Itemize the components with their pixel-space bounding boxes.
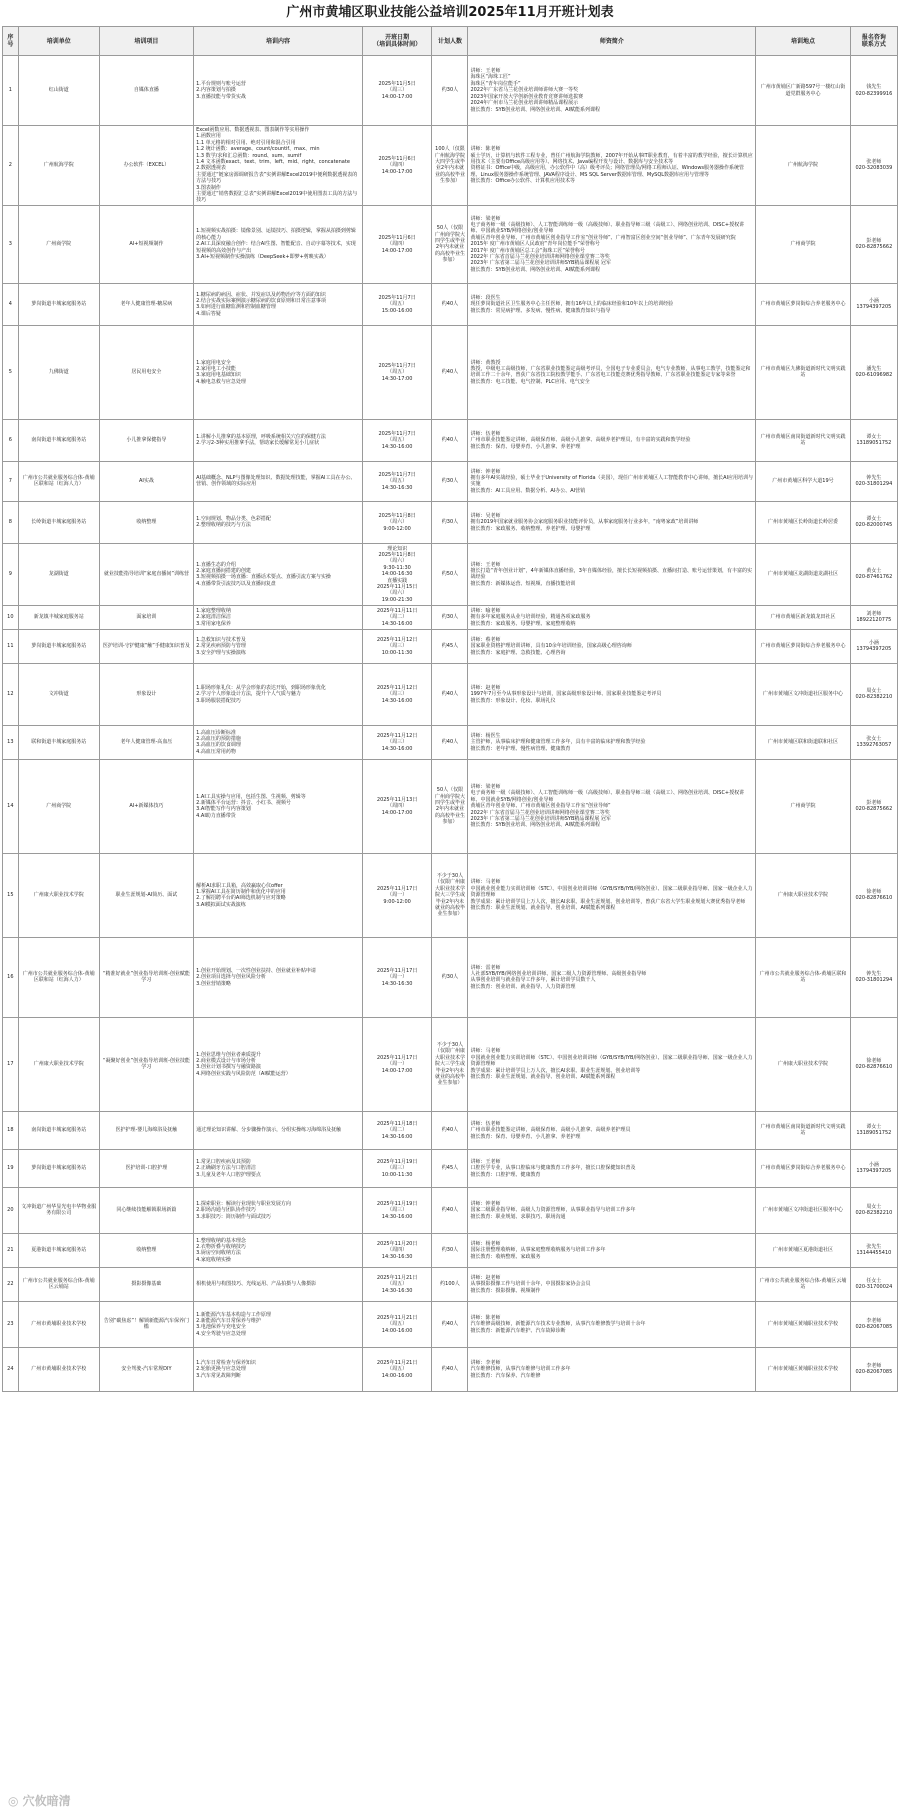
cell-place: 广州市黄埔区萝岗街综合养老服务中心 [756,283,850,325]
table-row [3,853,898,937]
cell-date: 2025年11月5日 （周三） 14:00-17:00 [362,56,432,126]
cell-content: 1.创业开始规划、一次性创业扶持、创业就业补贴申请 2.创业项目选择与创业风险分析 3.创业营销策略 [194,937,363,1017]
table-row [3,1301,898,1347]
table-row [3,501,898,543]
cell-unit: 广州市黄埔职业技术学校 [18,1347,99,1391]
cell-place: 广州市黄埔区萝岗街综合养老服务中心 [756,1149,850,1187]
cell-no: 21 [3,1233,19,1267]
cell-date: 2025年11月21日 （周五） 14:30-16:30 [362,1267,432,1301]
cell-content: 1.家庭用电安全 2.家用电工小技能 3.家庭用电基础知识 4.触电急救与应急处理 [194,325,363,419]
cell-no: 6 [3,419,19,461]
header-content: 培训内容 [194,27,363,56]
cell-contact: 谭女士 13189051752 [850,1111,897,1149]
cell-teacher: 讲师：陈老师 硕士学历，计算机与软件工程专业，曾任广州航海学院教师，2007年开始从事IT职业教育，有着丰富的教学经验，擅长计算机应用技术（主要有Office高级应用等）、网络技术、Java编程开发与设计、数据库与安全技术等 资格证书：Office中级，高级应用，办公软件中（高）级考评员；网络管理员/网络工程师认证、Windows服务器操作系统管理、Linux服务器操作系统管理、JAVA程序设计、MS SQL Server数据库管理、MySQL数据库应用与管理等 擅长教育：Office办公软件、计算机应用技术等 [468,126,756,206]
cell-project: AI+短视频制作 [99,205,193,283]
cell-content: 1.急救知识与技术普及 2.常见疾病预防与管理 3.安全护理与实操演练 [194,629,363,663]
cell-contact: 张老师 020-32083039 [850,126,897,206]
watermark-logo: ◎ 穴攸暗清 [8,1794,71,1808]
cell-place: 广州市黄埔区科学大道19号 [756,461,850,501]
cell-contact: 李老师 020-82067085 [850,1347,897,1391]
cell-date: 2025年11月11日 （周二） 14:30-16:00 [362,605,432,629]
cell-project: 收纳整理 [99,1233,193,1267]
cell-contact: 周女士 020-82382210 [850,663,897,725]
cell-date: 2025年11月6日 （周四） 14:00-17:00 [362,205,432,283]
cell-project: 自媒体直播 [99,56,193,126]
header-contact: 报名咨询 联系方式 [850,27,897,56]
cell-count: 约45人 [432,1149,468,1187]
cell-project: 医护护理-婴儿海绵浴及抚触 [99,1111,193,1149]
cell-contact: 彭老师 020-82875662 [850,205,897,283]
cell-count: 约45人 [432,629,468,663]
cell-content: 1.直播生态的介绍 2.家庭直播间搭建的创建 3.短视频拍摄一场直播：直播话术要点、直播引流方案与实操 4.直播带货引流技巧以及直播间复盘 [194,543,363,605]
cell-teacher: 讲师：马老师 中国就业创业能力实训培训师（STC）、中国创业培训讲师（GYB/SYB/IYB/网络创业）、国家二级职业指导师、国家一级企业人力资源管理师 教学成果：累计培训学员上万人次，擅长AI求职、职业生涯规划、创业培训等，曾获广东省大学生职业规划大赛优秀指导老师 擅长教育：职业生涯规划、就业指导、创业培训、AI赋能系列课程 [468,853,756,937]
cell-project: 职业生涯规划-AI简历、面试 [99,853,193,937]
cell-place: 广州市黄埔区联和街道联和社区 [756,725,850,759]
cell-content: 1.职场形象礼仪：从学会形象的表达开始，到职场形象优化 2.学习个人形象设计方法，提升个人气质与魅力 3.职场服装搭配技巧 [194,663,363,725]
table-row [3,126,898,206]
cell-no: 9 [3,543,19,605]
cell-unit: 南岗街道丰城家庭服务站 [18,419,99,461]
cell-contact: 小涵 13794397205 [850,283,897,325]
cell-unit: 广州康大职业技术学院 [18,1017,99,1111]
cell-place: 广州市黄埔区黄埔职业技术学校 [756,1347,850,1391]
table-row [3,629,898,663]
cell-place: 广州市黄埔区南岗街道新时代文明实践站 [756,419,850,461]
cell-place: 广州市黄埔区夏港街道社区 [756,1233,850,1267]
cell-project: 形象设计 [99,663,193,725]
cell-contact: 黄女士 020-87461762 [850,543,897,605]
table-row [3,1111,898,1149]
cell-project: 摄影摄像基础 [99,1267,193,1301]
cell-teacher: 讲师：黄教授 教授，中级电工高级技师，广东省职业技能鉴定高级考评员，全国电子专业委员会，电气专业教师，从事电工教学，技能鉴定和培训工作二十余年，曾获广东省技工院校教学能手、广东省电工技能竞赛优秀指导教师、广东省职业技能鉴定专家等荣誉 擅长教育：电工技能、电气控制、PLC应用、电气安全 [468,325,756,419]
page-title: 广州市黄埔区职业技能公益培训2025年11月开班计划表 [286,5,614,20]
cell-teacher: 讲师：王老师 海珠区“海珠工匠” 海珠区“青年岗位能手” 2022年广东省马兰花创业培训师讲师大赛一等奖 2023年国家开放大学创新创业教育竞赛讲师选拔赛 2024年广州市马兰花创业培训讲师精品课程展示 擅长教育：SYB创业培训、网络创业培训、AI赋能系列课程 [468,56,756,126]
cell-no: 24 [3,1347,19,1391]
cell-unit: 联和街道丰城家庭服务站 [18,725,99,759]
cell-date: 理论知识 2025年11月8日 （周六） 9:30-11:30 14:00-16:30 直播实践 2025年11月15日 （周六） 19:00-21:30 [362,543,432,605]
cell-date: 2025年11月20日 （周四） 14:30-16:30 [362,1233,432,1267]
table-row [3,1233,898,1267]
cell-contact: 张先生 13144455410 [850,1233,897,1267]
cell-content: AI基础概念、NLP与图像处理知识、数据处理技能，掌握AI工具在办公、营销、创作领域的实际应用 [194,461,363,501]
cell-teacher: 讲师：马老师 中国就业创业能力实训培训师（STC）、中国创业培训讲师（GYB/SYB/IYB/网络创业）、国家二级职业指导师、国家一级企业人力资源管理师 教学成果：累计培训学员上万人次，擅长AI求职、职业生涯规划、创业培训等 擅长教育：职业生涯规划、就业指导、创业培训、AI赋能系列课程 [468,1017,756,1111]
cell-project: “精准好就业”创业指导培训班-创业赋能学习 [99,937,193,1017]
cell-place: 广州市黄埔区龙湖街道龙湖社区 [756,543,850,605]
table-row [3,1187,898,1233]
table-header-row [3,27,898,56]
cell-unit: 萝岗街道丰城家庭服务站 [18,1149,99,1187]
cell-teacher: 讲师：李老师 汽车维修技师，从事汽车维修与培训工作多年 擅长教育：汽车保养、汽车维修 [468,1347,756,1391]
cell-count: 50人（仅限广州商学院大四学生或毕业2年内未就业的高校毕业生参加） [432,205,468,283]
cell-contact: 钟先生 020-31801294 [850,461,897,501]
cell-date: 2025年11月19日 （周三） 14:30-16:00 [362,1187,432,1233]
table-row [3,283,898,325]
cell-place: 广州市黄埔区文冲街道社区服务中心 [756,663,850,725]
cell-count: 约30人 [432,461,468,501]
cell-contact: 小涵 13794397205 [850,1149,897,1187]
header-project: 培训项目 [99,27,193,56]
cell-no: 13 [3,725,19,759]
table-row [3,937,898,1017]
cell-teacher: 讲师：钟老师 拥有多年AI实战经验，硕士毕业于University of Florida（美国），现任广州市黄埔区人工智能教育中心讲师，擅长AI应用培训与实施 擅长教育：AI工具应用、数据分析、AI办公、AI营销 [468,461,756,501]
cell-unit: 广州市公共就业服务综合体-黄埔区云埔站 [18,1267,99,1301]
cell-content: Excel函数应用、数据透视表、图表制作等实用操作 1.函数应用 1.1 单元格的相对引用、绝对引用和混合引用 1.2 统计函数：average、count/countif、max、min 1.3 数学/求和汇总函数：round、sum、sumif 1.4 文本函数exact、text、trim、left、mid、right、concatenate 2.数据透视表 主要通过“链家房源调研报告表”实例讲解Excel2019中便利数据透视表的方法与技巧 3.图表制作 主要通过“销售数据汇总表”实例讲解Excel2019中使用图表工具的方法与技巧 [194,126,363,206]
cell-count: 约30人 [432,605,468,629]
cell-count: 约40人 [432,325,468,419]
training-schedule-table [2,26,898,1392]
cell-content: 1.整理收纳的基本理念 2.衣物折叠与收纳技巧 3.厨房空间收纳方法 4.家庭收纳实操 [194,1233,363,1267]
cell-project: 告别“碳焦虑”！解锁新能源汽车保养门槛 [99,1301,193,1347]
cell-place: 广州商学院 [756,759,850,853]
cell-no: 7 [3,461,19,501]
table-row [3,543,898,605]
cell-count: 约30人 [432,1233,468,1267]
cell-project: 老年人健康管理-糖尿病 [99,283,193,325]
cell-project: 就业技能指导培训“家庭直播间”训练营 [99,543,193,605]
cell-date: 2025年11月7日 （周五） 14:30-16:00 [362,419,432,461]
table-row [3,325,898,419]
cell-count: 约30人 [432,501,468,543]
cell-teacher: 讲师：王老师 口腔医学专业，从事口腔临床与健康教育工作多年，擅长口腔保健知识普及 擅长教育：口腔护理、健康教育 [468,1149,756,1187]
cell-place: 广州商学院 [756,205,850,283]
cell-teacher: 讲师：杨医生 主管护师，从事临床护理和健康管理工作多年，具有丰富的临床护理和教学经验 擅长教育：老年护理、慢性病管理、健康教育 [468,725,756,759]
cell-count: 约100人 [432,1267,468,1301]
table-row [3,725,898,759]
cell-unit: 夏港街道丰城家庭服务站 [18,1233,99,1267]
cell-unit: 文冲街道 [18,663,99,725]
cell-unit: 广州商学院 [18,205,99,283]
cell-teacher: 讲师：杨老师 国际注册整理收纳师，从事家庭整理收纳服务与培训工作多年 擅长教育：收纳整理、家政服务 [468,1233,756,1267]
cell-count: 约40人 [432,725,468,759]
cell-no: 4 [3,283,19,325]
cell-count: 不少于30人（仅限广州康大职业技术学院大三学生或毕业2年内未就业的高校毕业生参加） [432,1017,468,1111]
cell-content: 1.高血压诊断标准 2.高血压的预防措施 3.高血压的饮食调理 4.高血压常用药物 [194,725,363,759]
cell-place: 广州市黄埔区新龙镇龙田社区 [756,605,850,629]
cell-content: 1.糖尿病的病因、症状、并发症以及药物治疗等方面的知识 2.结合实战实际案例演示糖尿病的饮食原则和日常注意事项 3.如何进行血糖监测和控制血糖管理 4.课后答疑 [194,283,363,325]
cell-place: 广州市黄埔区广新路597号一楼红山街道党群服务中心 [756,56,850,126]
cell-no: 10 [3,605,19,629]
cell-project: 安全驾驶-汽车常规DIY [99,1347,193,1391]
cell-place: 广州市黄埔区黄埔职业技术学校 [756,1301,850,1347]
cell-date: 2025年11月19日 （周三） 10:00-11:30 [362,1149,432,1187]
cell-date: 2025年11月12日 （周三） 10:00-11:30 [362,629,432,663]
cell-no: 18 [3,1111,19,1149]
cell-no: 22 [3,1267,19,1301]
cell-project: 面家培训 [99,605,193,629]
cell-unit: 广州市公共就业服务综合体-黄埔区联和站（红海人力） [18,461,99,501]
cell-content: 1.AI工具实操与应用，包括生图、生视频、剪辑等 2.新媒体平台运营：抖音、小红书、视频号 3.AI智能写作与内容策划 4.AI助力直播带货 [194,759,363,853]
cell-no: 8 [3,501,19,543]
cell-no: 1 [3,56,19,126]
header-date: 开班日期 （培训具体时间） [362,27,432,56]
cell-date: 2025年11月7日 （周五） 14:30-16:30 [362,461,432,501]
cell-contact: 谭女士 13189051752 [850,419,897,461]
cell-date: 2025年11月12日 （周三） 14:30-16:00 [362,663,432,725]
cell-project: AI实战 [99,461,193,501]
cell-teacher: 讲师：梁老师 电子商务师一级（高级技师）、人工智能训练师一级（高级技师）、职业指导师三级（高级工）、网络创业培训、DISC+授权讲师、中国就业SYB/网络创业/创业导师 黄埔区青年创业导师、广州市黄埔区创业指导工作室“创业导师”、广州智富区创业空间“创业导师”、广东青年发展研究院 2015年 度广州市黄埔区人民政府“青年岗位能手”荣誉称号 2017年 度广州市黄埔区总工会“海珠工匠”荣誉称号 2022年 广东省首届马兰花创业培训讲师网络创业课堂赛二等奖 2023年 广东省第二届马兰花创业培训讲师SYB精品课程展 冠军 擅长教育：SYB创业培训、网络创业培训、AI赋能系列课程 [468,205,756,283]
cell-contact: 李老师 020-82067085 [850,1301,897,1347]
cell-teacher: 讲师：钟老师 国家二级职业指导师、高级人力资源管理师，从事职业指导与培训工作多年 擅长教育：职业规划、求职技巧、职场沟通 [468,1187,756,1233]
cell-date: 2025年11月21日 （周五） 14:00-16:00 [362,1301,432,1347]
cell-contact: 谭女士 020-82000745 [850,501,897,543]
cell-count: 约40人 [432,663,468,725]
cell-teacher: 讲师：段医生 现任萝岗街道社区卫生服务中心主任医师，拥有16年以上的临床经验和10年以上的培训经验 擅长教育：常见病护理、多发病、慢性病、健康教育知识与指导 [468,283,756,325]
cell-count: 约40人 [432,1187,468,1233]
cell-project: 老年人健康管理-高血压 [99,725,193,759]
cell-content: 相机使用与构图技巧、光线运用、产品拍摄与人像摄影 [194,1267,363,1301]
cell-count: 约40人 [432,1111,468,1149]
cell-count: 50人（仅限广州商学院大四学生或毕业2年内未就业的高校毕业生参加） [432,759,468,853]
cell-contact: 小涵 13794397205 [850,629,897,663]
cell-count: 100人（仅限广州航海学院大四学生或毕业2年内未就业的高校毕业生参加） [432,126,468,206]
cell-teacher: 讲师：喻老师 拥有多年家庭服务从业与培训经验，精通各项家政服务 擅长教育：家政服务、母婴护理、家庭整理收纳 [468,605,756,629]
cell-content: 1.常见口腔疾病及其预防 2.正确刷牙方法与口腔清洁 3.儿童及老年人口腔护理要点 [194,1149,363,1187]
cell-date: 2025年11月13日 （周四） 14:00-17:00 [362,759,432,853]
table-row [3,56,898,126]
cell-teacher: 讲师：伍老师 广州市职业技能鉴定讲师，高级保育师、高级小儿推拿、高级养老护理员 擅长教育：保育、母婴养育、小儿推拿、养老护理 [468,1111,756,1149]
cell-no: 23 [3,1301,19,1347]
cell-place: 广州康大职业技术学院 [756,853,850,937]
cell-no: 12 [3,663,19,725]
table-row [3,759,898,853]
cell-teacher: 讲师：陈老师 汽车维修高级技师，新能源汽车技术专业教师，从事汽车维修教学与培训十余年 擅长教育：新能源汽车维护、汽车故障诊断 [468,1301,756,1347]
cell-unit: 萝岗街道丰城家庭服务站 [18,283,99,325]
cell-no: 2 [3,126,19,206]
table-row [3,1017,898,1111]
cell-no: 14 [3,759,19,853]
cell-date: 2025年11月18日 （周二） 14:30-16:00 [362,1111,432,1149]
cell-count: 不少于30人（仅限广州康大职业技术学院大三学生或毕业2年内未就业的高校毕业生参加） [432,853,468,937]
cell-content: 解析AI求职工具箱，高效赢取心仪offer 1.掌握AI工具在简历制作和优化中的应用 2.了解招聘平台的AI筛选机制与应对策略 3.AI模拟面试实战演练 [194,853,363,937]
header-count: 计划人数 [432,27,468,56]
cell-contact: 周女士 020-82382210 [850,1187,897,1233]
cell-teacher: 讲师：伍老师 广州市职业技能鉴定讲师，高级保育师、高级小儿推拿、高级养老护理员，有丰富的实践和教学经验 擅长教育：保育、母婴养育、小儿推拿、养老护理 [468,419,756,461]
table-row [3,1267,898,1301]
cell-date: 2025年11月8日 （周六） 9:00-12:00 [362,501,432,543]
table-row [3,461,898,501]
cell-project: 居民用电安全 [99,325,193,419]
table-row [3,1149,898,1187]
cell-unit: 广州市黄埔职业技术学校 [18,1301,99,1347]
cell-unit: 文冲街道广州华显光电丰华物业服务有限公司 [18,1187,99,1233]
cell-no: 15 [3,853,19,937]
header-no: 序号 [3,27,19,56]
cell-content: 1.汽车日常检查与保养知识 2.轮胎更换与应急处理 3.汽车常见故障判断 [194,1347,363,1391]
cell-date: 2025年11月17日 （周一） 14:30-16:30 [362,937,432,1017]
table-row [3,205,898,283]
cell-contact: 彭老师 020-82875662 [850,759,897,853]
cell-place: 广州市黄埔区九佛街道新时代文明实践站 [756,325,850,419]
cell-contact: 任女士 020-31700024 [850,1267,897,1301]
cell-no: 11 [3,629,19,663]
cell-unit: 萝岗街道丰城家庭服务站 [18,629,99,663]
cell-project: 办公软件（EXCEL） [99,126,193,206]
cell-place: 广州市公共就业服务综合体-黄埔区联和站 [756,937,850,1017]
cell-unit: 南岗街道丰城家庭服务站 [18,1111,99,1149]
cell-no: 5 [3,325,19,419]
cell-teacher: 讲师：吴老师 拥有2019年国家就业服务协会家庭服务职业技能评价员，从事家庭服务行业多年，“南粤家政”培训讲师 擅长教育：家政服务、收纳整理、养老护理、母婴护理 [468,501,756,543]
table-row [3,663,898,725]
cell-project: 医护培训-口腔护理 [99,1149,193,1187]
cell-place: 广州市黄埔区长岭街道长岭居委 [756,501,850,543]
cell-teacher: 讲师：王老师 擅长打造“青年创业计划”，4年新媒体直播经验，3年自媒体经验，擅长长短视频拍摄、直播间打造、账号运营策划，有丰富的实战经验 擅长教育：新媒体运营、短视频、直播技能培训 [468,543,756,605]
cell-content: 1.平台规则与账号运营 2.内容策划与拍摄 3.直播技能与带货实战 [194,56,363,126]
cell-project: 同心继续技能解锁职场新篇 [99,1187,193,1233]
cell-no: 20 [3,1187,19,1233]
cell-project: AI+新媒体技巧 [99,759,193,853]
cell-contact: 钟先生 020-31801294 [850,937,897,1017]
table-row [3,605,898,629]
cell-place: 广州市黄埔区南岗街道新时代文明实践站 [756,1111,850,1149]
header-teacher: 师资简介 [468,27,756,56]
header-place: 培训地点 [756,27,850,56]
cell-date: 2025年11月21日 （周五） 14:00-16:00 [362,1347,432,1391]
cell-date: 2025年11月17日 （周一） 9:00-12:00 [362,853,432,937]
cell-count: 约40人 [432,1301,468,1347]
cell-date: 2025年11月6日 （周四） 14:00-17:00 [362,126,432,206]
cell-contact: 钱先生 020-82399916 [850,56,897,126]
cell-content: 1.短视频实战拍摄：镜像景别、运镜技巧、拍摄逻辑，掌握从拍摄到剪辑的核心能力 2.AI工具深度融合创作：结合AI生图、智能配音、自动字幕等技术，实现短视频的高效创作与产出 3.AI+短视频制作实操演练（DeepSeek+即梦+剪映实战） [194,205,363,283]
cell-contact: 徐老师 020-82876610 [850,853,897,937]
cell-contact: 潘先生 020-61096982 [850,325,897,419]
cell-content: 1.空间规划、物品分类、色彩搭配 2.整理收纳的技巧与方法 [194,501,363,543]
cell-date: 2025年11月12日 （周三） 14:30-16:00 [362,725,432,759]
cell-content: 1.新能源汽车基本构造与工作原理 2.新能源汽车日常保养与维护 3.电池保养与充电安全 4.安全驾驶与应急处理 [194,1301,363,1347]
cell-teacher: 讲师：蔡老师 国家职业资格护理培训讲师，具有10余年培训经验，国家高级心理咨询师 擅长教育：家庭护理、急救技能、心理咨询 [468,629,756,663]
cell-no: 3 [3,205,19,283]
cell-unit: 新龙镇丰城家庭服务站 [18,605,99,629]
cell-project: “凝聚好创业”创业指导培训班-创业技能学习 [99,1017,193,1111]
cell-place: 广州康大职业技术学院 [756,1017,850,1111]
cell-count: 约30人 [432,56,468,126]
cell-content: 1.家庭整理收纳 2.家庭清洁保洁 3.常用家电保养 [194,605,363,629]
cell-count: 约50人 [432,543,468,605]
cell-unit: 广州市公共就业服务综合体-黄埔区联和站（红海人力） [18,937,99,1017]
cell-place: 广州市公共就业服务综合体-黄埔区云埔站 [756,1267,850,1301]
cell-contact: 张女士 13392763057 [850,725,897,759]
cell-project: 医护培训-守护健康“触”手健康知识普及 [99,629,193,663]
cell-place: 广州市黄埔区文冲街道社区服务中心 [756,1187,850,1233]
table-row [3,419,898,461]
cell-count: 约40人 [432,1347,468,1391]
cell-teacher: 讲师：赵老师 从事摄影摄像工作与培训十余年，中国摄影家协会会员 擅长教育：摄影摄像、视频制作 [468,1267,756,1301]
cell-teacher: 讲师：雷老师 人社部SYB/IYB/网络创业培训讲师、国家二级人力资源管理师、高级创业指导师 从事创业培训与就业指导工作多年，累计培训学员数千人 擅长教育：创业培训、就业指导、人力资源管理 [468,937,756,1017]
header-unit: 培训单位 [18,27,99,56]
cell-unit: 广州康大职业技术学院 [18,853,99,937]
cell-teacher: 讲师：赵老师 1997年7月至今从事形象设计与培训，国家高级形象设计师、国家职业技能鉴定考评员 擅长教育：形象设计、化妆、职场礼仪 [468,663,756,725]
cell-teacher: 讲师：梁老师 电子商务师一级（高级技师）、人工智能训练师一级（高级技师）、职业指导师三级（高级工）、网络创业培训、DISC+授权讲师、中国就业SYB/网络创业/创业导师 黄埔区青年创业导师、广州市黄埔区创业指导工作室“创业导师” 2022年 广东省首届马兰花创业培训讲师网络创业课堂赛二等奖 2023年 广东省第二届马兰花创业培训讲师SYB精品课程展 冠军 擅长教育：SYB创业培训、网络创业培训、AI赋能系列课程 [468,759,756,853]
cell-no: 17 [3,1017,19,1111]
cell-content: 1.创业思维与创业者素质提升 2.商业模式设计与市场分析 3.创业计划书撰写与融资路演 4.网络创业实践与风险防范（AI赋能运营） [194,1017,363,1111]
cell-date: 2025年11月17日 （周一） 14:00-17:00 [362,1017,432,1111]
cell-unit: 九佛街道 [18,325,99,419]
cell-count: 约30人 [432,937,468,1017]
cell-content: 1.讲解小儿推拿的基本原理，呼吸系统相关穴位的保健方法 2.学习2-3种实用推拿手法，帮助家长缓解常见小儿症状 [194,419,363,461]
cell-contact: 刘老师 18922120775 [850,605,897,629]
cell-contact: 徐老师 020-82876610 [850,1017,897,1111]
cell-unit: 广州航海学院 [18,126,99,206]
cell-unit: 广州商学院 [18,759,99,853]
cell-content: 1.探索职业：解读行业现状与职业发展方向 2.职场沟通与团队协作技巧 3.求职技巧：简历制作与面试技巧 [194,1187,363,1233]
cell-unit: 红山街道 [18,56,99,126]
cell-date: 2025年11月7日 （周五） 14:30-17:00 [362,325,432,419]
cell-no: 19 [3,1149,19,1187]
table-row [3,1347,898,1391]
cell-count: 约40人 [432,419,468,461]
cell-project: 小儿推拿保健指导 [99,419,193,461]
cell-count: 约40人 [432,283,468,325]
cell-unit: 长岭街道丰城家庭服务站 [18,501,99,543]
cell-no: 16 [3,937,19,1017]
cell-place: 广州航海学院 [756,126,850,206]
cell-project: 收纳整理 [99,501,193,543]
cell-place: 广州市黄埔区萝岗街综合养老服务中心 [756,629,850,663]
cell-content: 通过理论知识讲解、分步骤操作演示，分组实操练习海绵浴及抚触 [194,1111,363,1149]
cell-unit: 龙湖街道 [18,543,99,605]
cell-date: 2025年11月7日 （周五） 15:00-16:00 [362,283,432,325]
